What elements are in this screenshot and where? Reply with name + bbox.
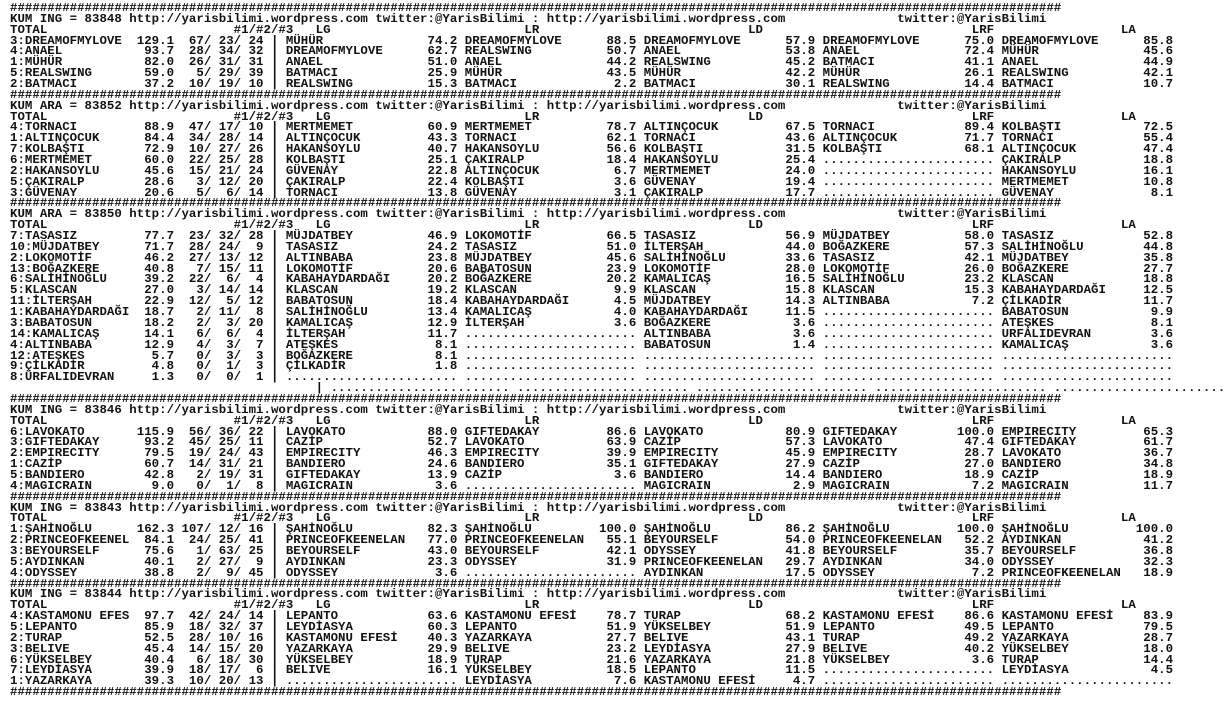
column-headers: TOTAL #1/#2/#3 LG LR LD LRF LA xyxy=(10,22,1136,37)
data-row: 2:LOKOMOTİF 46.2 27/ 13/ 12 | ALTINBABA 23.8 MÜJDATBEY 45.6 SALİHİNOĞLU 33.6 TASASIZ 42.1 MÜJDATBEY 35.8 xyxy=(10,250,1174,265)
hash-separator: ############################################################################################################################################# xyxy=(10,87,1062,102)
data-row: 1:ŞAHİNOĞLU 162.3 107/ 12/ 16 | ŞAHİNOĞLU 82.3 ŞAHİNOĞLU 100.0 ŞAHİNOĞLU 86.2 ŞAHİNOĞLU 100.0 ŞAHİNOĞLU 100.0 xyxy=(10,522,1174,537)
data-row: 9:ÇİLKADİR 4.8 0/ 1/ 3 | ÇİLKADİR 1.8 ....................... ....................... ....................... ....................... xyxy=(10,359,1174,374)
hash-separator: ############################################################################################################################################# xyxy=(10,576,1062,591)
column-headers: TOTAL #1/#2/#3 LG LR LD LRF LA xyxy=(10,218,1136,233)
block-header: KUM ING = 83843 http://yarisbilimi.wordpress.com twitter:@YarisBilimi : http://yarisbilimi.wordpress.com twitter:@YarisBilimi xyxy=(10,500,1047,515)
data-row: 2:HAKANSOYLU 45.6 15/ 21/ 24 | GÜVENAY 22.8 ALTINÇOCUK 6.7 MERTMEMET 24.0 ....................... HAKANSOYLU 16.1 xyxy=(10,163,1174,178)
data-row: 1:YAZARKAYA 39.3 10/ 20/ 13 | ....................... LEYDİASYA 7.6 KASTAMONU EFESİ 4.7 ....................... ....................... xyxy=(10,674,1174,689)
data-row: 1:ALTINÇOCUK 84.4 34/ 28/ 14 | ALTINÇOCUK 43.3 TORNACI 62.1 TORNACI 43.6 ALTINÇOCUK 71.7 TORNACI 55.4 xyxy=(10,131,1174,146)
data-row: 2:PRINCEOFKEENEL 84.1 24/ 25/ 41 | PRINCEOFKEENELAN 77.0 PRINCEOFKEENELAN 55.1 BEYOURSELF 54.0 PRINCEOFKEENELAN 52.2 AYDINKAN 41.2 xyxy=(10,533,1174,548)
data-row: 5:AYDINKAN 40.1 2/ 27/ 9 | AYDINKAN 23.3 ODYSSEY 31.9 PRINCEOFKEENELAN 29.7 AYDINKAN 34.0 ODYSSEY 32.3 xyxy=(10,554,1174,569)
column-headers: TOTAL #1/#2/#3 LG LR LD LRF LA xyxy=(10,598,1136,613)
hash-separator: ############################################################################################################################################# xyxy=(10,685,1062,700)
data-row: 4:MAGICRAIN 9.0 0/ 1/ 8 | MAGICRAIN 3.6 ....................... MAGICRAIN 2.9 MAGICRAIN 7.2 MAGICRAIN 11.7 xyxy=(10,478,1174,493)
data-row: 3:BEYOURSELF 75.6 1/ 63/ 25 | BEYOURSELF 43.0 BEYOURSELF 42.1 ODYSSEY 41.8 BEYOURSELF 35.7 BEYOURSELF 36.8 xyxy=(10,543,1174,558)
empty-row: | ........................ ....................... ....................... ....................... ....................... xyxy=(10,381,1225,396)
data-row: 2:EMPIRECITY 79.5 19/ 24/ 43 | EMPIRECITY 46.3 EMPIRECITY 39.9 EMPIRECITY 45.9 EMPIRECITY 28.7 LAVOKATO 36.7 xyxy=(10,446,1174,461)
data-row: 7:LEYDİASYA 39.9 18/ 17/ 6 | BELIVE 16.1 YÜKSELBEY 18.5 LEPANTO 11.5 ....................... LEYDİASYA 4.5 xyxy=(10,663,1174,678)
block-header: KUM ING = 83846 http://yarisbilimi.wordpress.com twitter:@YarisBilimi : http://yarisbilimi.wordpress.com twitter:@YarisBilimi xyxy=(10,402,1047,417)
data-row: 4:ALTINBABA 12.9 4/ 3/ 7 | ATEŞKES 8.1 ....................... BABATOSUN 1.4 ....................... KAMALICAŞ 3.6 xyxy=(10,337,1174,352)
hash-separator: ############################################################################################################################################# xyxy=(10,489,1062,504)
column-headers: TOTAL #1/#2/#3 LG LR LD LRF LA xyxy=(10,109,1136,124)
data-row: 6:LAVOKATO 115.9 56/ 36/ 22 | LAVOKATO 88.0 GIFTEDAKAY 86.6 LAVOKATO 80.9 GIFTEDAKAY 100.0 EMPIRECITY 65.3 xyxy=(10,424,1174,439)
data-row: 11:İLTERŞAH 22.9 12/ 5/ 12 | BABATOSUN 18.4 KABAHAYDARDAĞI 4.5 MÜJDATBEY 14.3 ALTINBABA 7.2 ÇİLKADİR 11.7 xyxy=(10,294,1174,309)
data-row: 5:LEPANTO 85.9 18/ 32/ 37 | LEYDİASYA 60.3 LEPANTO 51.9 YÜKSELBEY 51.9 LEPANTO 49.5 LEPANTO 79.5 xyxy=(10,619,1174,634)
data-row: 1:MÜHÜR 82.0 26/ 31/ 31 | ANAEL 51.0 ANAEL 44.2 REALSWING 45.2 BATMACI 41.1 ANAEL 44.9 xyxy=(10,55,1174,70)
data-row: 4:ANAEL 93.7 28/ 34/ 32 | DREAMOFMYLOVE 62.7 REALSWING 50.7 ANAEL 53.8 ANAEL 72.4 MÜHÜR 45.6 xyxy=(10,44,1174,59)
data-row: 7:KOLBAŞTI 72.9 10/ 27/ 26 | HAKANSOYLU 40.7 HAKANSOYLU 56.6 KOLBAŞTI 31.5 KOLBAŞTI 68.1 ALTINÇOCUK 47.4 xyxy=(10,142,1174,157)
data-row: 5:KLASCAN 27.0 3/ 14/ 14 | KLASCAN 19.2 KLASCAN 9.9 KLASCAN 15.8 KLASCAN 15.3 KABAHAYDARDAĞI 12.5 xyxy=(10,283,1174,298)
data-row: 1:KABAHAYDARDAĞI 18.7 2/ 11/ 8 | SALİHİNOĞLU 13.4 KAMALICAŞ 4.0 KABAHAYDARDAĞI 11.5 ....................... BABATOSUN 9.9 xyxy=(10,305,1174,320)
column-headers: TOTAL #1/#2/#3 LG LR LD LRF LA xyxy=(10,511,1136,526)
data-row: 3:GIFTEDAKAY 93.2 45/ 25/ 11 | CAZİP 52.7 LAVOKATO 63.9 CAZİP 57.3 LAVOKATO 47.4 GIFTEDAKAY 61.7 xyxy=(10,435,1174,450)
data-row: 5:ÇAKIRALP 28.6 3/ 12/ 20 | ÇAKIRALP 22.4 KOLBAŞTI 3.6 GÜVENAY 19.4 ....................... MERTMEMET 10.8 xyxy=(10,174,1174,189)
block-header: KUM ING = 83848 http://yarisbilimi.wordpress.com twitter:@YarisBilimi : http://yarisbilimi.wordpress.com twitter:@YarisBilimi xyxy=(10,11,1047,26)
data-row: 6:SALİHİNOĞLU 39.2 22/ 6/ 4 | KABAHAYDARDAĞI 20.2 BOĞAZKERE 20.2 KAMALICAŞ 16.5 SALİHİNOĞLU 23.2 KLASCAN 18.8 xyxy=(10,272,1174,287)
data-row: 6:YÜKSELBEY 40.4 6/ 18/ 30 | YÜKSELBEY 18.9 TURAP 21.6 YAZARKAYA 21.8 YÜKSELBEY 3.6 TURAP 14.4 xyxy=(10,652,1174,667)
data-row: 14:KAMALICAŞ 14.1 6/ 6/ 4 | İLTERŞAH 11.7 ....................... ALTINBABA 3.6 ....................... URFALIDEVRAN 3.6 xyxy=(10,326,1174,341)
data-row: 3:DREAMOFMYLOVE 129.1 67/ 23/ 24 | MÜHÜR 74.2 DREAMOFMYLOVE 88.5 DREAMOFMYLOVE 57.9 DREAMOFMYLOVE 75.0 DREAMOFMYLOVE 85.8 xyxy=(10,33,1174,48)
data-row: 2:TURAP 52.5 28/ 10/ 16 | KASTAMONU EFESİ 40.3 YAZARKAYA 27.7 BELIVE 43.1 TURAP 49.2 YAZARKAYA 28.7 xyxy=(10,630,1174,645)
column-headers: TOTAL #1/#2/#3 LG LR LD LRF LA xyxy=(10,413,1136,428)
data-row: 6:MERTMEMET 60.0 22/ 25/ 28 | KOLBAŞTI 25.1 ÇAKIRALP 18.4 HAKANSOYLU 25.4 ....................... ÇAKIRALP 18.8 xyxy=(10,153,1174,168)
hash-separator: ############################################################################################################################################# xyxy=(10,1,1062,15)
data-row: 4:TORNACI 88.9 47/ 17/ 10 | MERTMEMET 60.9 MERTMEMET 78.7 ALTINÇOCUK 67.5 TORNACI 89.4 KOLBAŞTI 72.5 xyxy=(10,120,1174,135)
hash-separator: ############################################################################################################################################# xyxy=(10,196,1062,211)
data-row: 4:KASTAMONU EFES 97.7 42/ 24/ 14 | LEPANTO 63.6 KASTAMONU EFESİ 78.7 TURAP 68.2 KASTAMONU EFESİ 86.6 KASTAMONU EFESİ 83.9 xyxy=(10,609,1174,624)
data-row: 5:BANDIERO 42.8 2/ 19/ 31 | GIFTEDAKAY 13.9 CAZİP 3.6 BANDIERO 14.4 BANDIERO 18.9 CAZİP 18.9 xyxy=(10,467,1174,482)
race-statistics-report xyxy=(10,3,1225,698)
data-row: 10:MÜJDATBEY 71.7 28/ 24/ 9 | TASASIZ 24.2 TASASIZ 51.0 İLTERŞAH 44.0 BOĞAZKERE 57.3 SALİHİNOĞLU 44.8 xyxy=(10,239,1174,254)
data-row: 5:REALSWING 59.0 5/ 29/ 39 | BATMACI 25.9 MÜHÜR 43.5 MÜHÜR 42.2 MÜHÜR 26.1 REALSWING 42.1 xyxy=(10,66,1174,81)
block-header: KUM ARA = 83852 http://yarisbilimi.wordpress.com twitter:@YarisBilimi : http://yarisbilimi.wordpress.com twitter:@YarisBilimi xyxy=(10,98,1047,113)
data-row: 3:BABATOSUN 18.2 2/ 3/ 20 | KAMALICAŞ 12.9 İLTERŞAH 3.6 BOĞAZKERE 3.6 ....................... ATEŞKES 8.1 xyxy=(10,315,1174,330)
data-row: 13:BOĞAZKERE 40.8 7/ 15/ 11 | LOKOMOTİF 20.6 BABATOSUN 23.9 LOKOMOTİF 28.0 LOKOMOTİF 26.0 BOĞAZKERE 27.7 xyxy=(10,261,1174,276)
data-row: 2:BATMACI 37.2 10/ 19/ 10 | REALSWING 15.3 BATMACI 2.2 BATMACI 30.1 REALSWING 14.4 BATMACI 10.7 xyxy=(10,77,1174,92)
data-row: 12:ATEŞKES 5.7 0/ 3/ 3 | BOĞAZKERE 8.1 ....................... ....................... ....................... ....................... xyxy=(10,348,1174,363)
hash-separator: ############################################################################################################################################# xyxy=(10,391,1062,406)
data-row: 1:CAZİP 60.7 14/ 31/ 21 | BANDIERO 24.6 BANDIERO 35.1 GIFTEDAKAY 27.9 CAZİP 27.0 BANDIERO 34.8 xyxy=(10,457,1174,472)
block-header: KUM ING = 83844 http://yarisbilimi.wordpress.com twitter:@YarisBilimi : http://yarisbilimi.wordpress.com twitter:@YarisBilimi xyxy=(10,587,1047,602)
data-row: 7:TASASIZ 77.7 23/ 32/ 28 | MÜJDATBEY 46.9 LOKOMOTİF 66.5 TASASIZ 56.9 MÜJDATBEY 58.0 TASASIZ 52.8 xyxy=(10,229,1174,244)
data-row: 8:ÜRFALIDEVRAN 1.3 0/ 0/ 1 | ....................... ....................... ....................... ....................... ....................... xyxy=(10,370,1174,385)
block-header: KUM ARA = 83850 http://yarisbilimi.wordpress.com twitter:@YarisBilimi : http://yarisbilimi.wordpress.com twitter:@YarisBilimi xyxy=(10,207,1047,222)
data-row: 4:ODYSSEY 38.8 2/ 9/ 45 | ODYSSEY 3.6 ....................... AYDINKAN 17.5 ODYSSEY 7.2 PRINCEOFKEENELAN 18.9 xyxy=(10,565,1174,580)
data-row: 3:BELIVE 45.4 14/ 15/ 20 | YAZARKAYA 29.9 BELIVE 23.2 LEYDİASYA 27.9 BELIVE 40.2 YÜKSELBEY 18.0 xyxy=(10,641,1174,656)
data-row: 3:GÜVENAY 20.6 5/ 6/ 14 | TORNACI 13.8 GÜVENAY 3.1 ÇAKIRALP 17.7 ....................... GÜVENAY 8.1 xyxy=(10,185,1174,200)
